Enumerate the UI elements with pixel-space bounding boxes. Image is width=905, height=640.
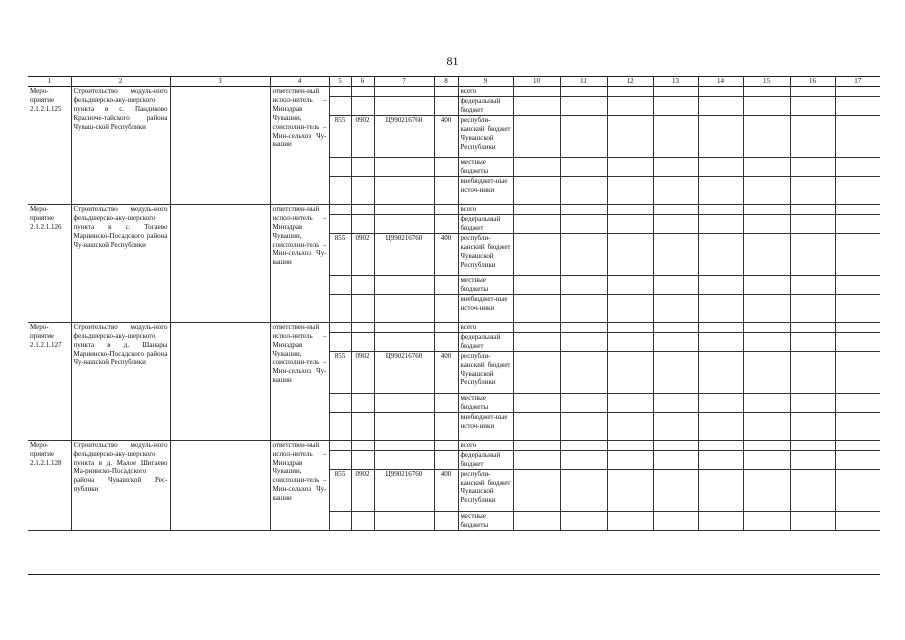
value-cell-17 bbox=[835, 87, 880, 97]
value-cell-13 bbox=[653, 115, 698, 157]
value-cell-15 bbox=[743, 440, 790, 450]
value-cell-11 bbox=[560, 157, 607, 176]
code-grbs: 855 bbox=[329, 469, 351, 511]
column-header-2: 2 bbox=[71, 77, 170, 87]
finance-source: республи-канский бюджет Чувашской Республики bbox=[458, 469, 513, 511]
value-cell-13 bbox=[653, 469, 698, 511]
value-cell-17 bbox=[835, 322, 880, 332]
value-cell-16 bbox=[790, 511, 835, 530]
column-header-7: 7 bbox=[374, 77, 434, 87]
value-cell-13 bbox=[653, 322, 698, 332]
table-bottom-rule bbox=[28, 574, 880, 575]
value-cell-11 bbox=[560, 275, 607, 294]
code-grbs: 855 bbox=[329, 351, 351, 393]
value-cell-15 bbox=[743, 96, 790, 115]
value-cell-13 bbox=[653, 176, 698, 204]
code-rzpr bbox=[351, 157, 374, 176]
value-cell-10 bbox=[513, 294, 560, 322]
value-cell-14 bbox=[698, 511, 743, 530]
code-csr bbox=[374, 176, 434, 204]
value-cell-11 bbox=[560, 214, 607, 233]
value-cell-10 bbox=[513, 469, 560, 511]
finance-source: республи-канский бюджет Чувашской Республики bbox=[458, 233, 513, 275]
table-row bbox=[28, 322, 880, 332]
value-cell-13 bbox=[653, 412, 698, 440]
value-cell-15 bbox=[743, 204, 790, 214]
finance-source: всего bbox=[458, 204, 513, 214]
value-cell-16 bbox=[790, 393, 835, 412]
value-cell-11 bbox=[560, 393, 607, 412]
value-cell-15 bbox=[743, 511, 790, 530]
code-grbs bbox=[329, 87, 351, 97]
header-row bbox=[28, 77, 880, 87]
activity-name: Строительство модуль-ного фельдшерско-аку-шерского пункта в д. Шанары Мариинско-Посадского района Чу-вашской Республики bbox=[71, 322, 170, 440]
column-header-14: 14 bbox=[698, 77, 743, 87]
finance-source: всего bbox=[458, 87, 513, 97]
value-cell-13 bbox=[653, 351, 698, 393]
value-cell-15 bbox=[743, 332, 790, 351]
code-vr: 400 bbox=[434, 233, 458, 275]
column-header-15: 15 bbox=[743, 77, 790, 87]
value-cell-13 bbox=[653, 96, 698, 115]
code-csr bbox=[374, 275, 434, 294]
column-header-10: 10 bbox=[513, 77, 560, 87]
value-cell-16 bbox=[790, 176, 835, 204]
code-rzpr bbox=[351, 204, 374, 214]
value-cell-14 bbox=[698, 275, 743, 294]
value-cell-15 bbox=[743, 294, 790, 322]
column-header-12: 12 bbox=[607, 77, 653, 87]
program-table bbox=[28, 76, 880, 531]
value-cell-14 bbox=[698, 115, 743, 157]
value-cell-10 bbox=[513, 233, 560, 275]
code-vr bbox=[434, 322, 458, 332]
code-grbs bbox=[329, 332, 351, 351]
value-cell-17 bbox=[835, 204, 880, 214]
activity-code: Меро-приятие 2.1.2.1.125 bbox=[28, 87, 71, 205]
value-cell-11 bbox=[560, 87, 607, 97]
code-csr bbox=[374, 204, 434, 214]
value-cell-11 bbox=[560, 233, 607, 275]
activity-code: Меро-приятие 2.1.2.1.127 bbox=[28, 322, 71, 440]
activity-name: Строительство модуль-ного фельдшерско-аку-шерского пункта в с. Тогаево Мариинско-Посадского района Чу-вашской Республики bbox=[71, 204, 170, 322]
value-cell-13 bbox=[653, 214, 698, 233]
value-cell-11 bbox=[560, 469, 607, 511]
code-rzpr bbox=[351, 511, 374, 530]
value-cell-10 bbox=[513, 96, 560, 115]
value-cell-13 bbox=[653, 440, 698, 450]
value-cell-16 bbox=[790, 351, 835, 393]
code-rzpr bbox=[351, 393, 374, 412]
value-cell-17 bbox=[835, 412, 880, 440]
value-cell-12 bbox=[607, 393, 653, 412]
value-cell-11 bbox=[560, 440, 607, 450]
code-vr bbox=[434, 176, 458, 204]
value-cell-12 bbox=[607, 450, 653, 469]
table-row bbox=[28, 87, 880, 97]
activity-responsible: ответствен-ный испол-нитель – Минздрав Чувашии, соисполни-тель – Мин-сельхоз Чу-вашии bbox=[270, 440, 329, 530]
code-rzpr bbox=[351, 450, 374, 469]
code-grbs bbox=[329, 204, 351, 214]
value-cell-12 bbox=[607, 294, 653, 322]
code-csr: Ц990216760 bbox=[374, 351, 434, 393]
code-csr bbox=[374, 412, 434, 440]
value-cell-14 bbox=[698, 469, 743, 511]
value-cell-13 bbox=[653, 233, 698, 275]
value-cell-14 bbox=[698, 176, 743, 204]
value-cell-12 bbox=[607, 87, 653, 97]
activity-code: Меро-приятие 2.1.2.1.128 bbox=[28, 440, 71, 530]
value-cell-11 bbox=[560, 412, 607, 440]
value-cell-11 bbox=[560, 294, 607, 322]
code-grbs bbox=[329, 511, 351, 530]
activity-col3 bbox=[170, 440, 270, 530]
value-cell-11 bbox=[560, 450, 607, 469]
code-rzpr bbox=[351, 322, 374, 332]
value-cell-10 bbox=[513, 115, 560, 157]
value-cell-14 bbox=[698, 412, 743, 440]
table-row bbox=[28, 440, 880, 450]
value-cell-16 bbox=[790, 332, 835, 351]
value-cell-12 bbox=[607, 332, 653, 351]
code-vr bbox=[434, 393, 458, 412]
finance-source: всего bbox=[458, 322, 513, 332]
finance-source: республи-канский бюджет Чувашской Республики bbox=[458, 115, 513, 157]
code-vr bbox=[434, 275, 458, 294]
code-grbs bbox=[329, 322, 351, 332]
activity-col3 bbox=[170, 87, 270, 205]
activity-responsible: ответствен-ный испол-нитель – Минздрав Чувашии, соисполни-тель – Мин-сельхоз Чу-вашии bbox=[270, 87, 329, 205]
code-grbs: 855 bbox=[329, 233, 351, 275]
code-csr bbox=[374, 294, 434, 322]
value-cell-10 bbox=[513, 332, 560, 351]
value-cell-10 bbox=[513, 450, 560, 469]
value-cell-14 bbox=[698, 96, 743, 115]
value-cell-12 bbox=[607, 351, 653, 393]
code-grbs bbox=[329, 157, 351, 176]
value-cell-17 bbox=[835, 450, 880, 469]
value-cell-17 bbox=[835, 176, 880, 204]
code-vr bbox=[434, 511, 458, 530]
code-grbs bbox=[329, 294, 351, 322]
column-header-8: 8 bbox=[434, 77, 458, 87]
code-vr bbox=[434, 96, 458, 115]
value-cell-17 bbox=[835, 96, 880, 115]
code-rzpr bbox=[351, 332, 374, 351]
code-grbs bbox=[329, 176, 351, 204]
finance-source: республи-канский бюджет Чувашской Республики bbox=[458, 351, 513, 393]
value-cell-17 bbox=[835, 157, 880, 176]
value-cell-11 bbox=[560, 322, 607, 332]
value-cell-10 bbox=[513, 440, 560, 450]
finance-source: всего bbox=[458, 440, 513, 450]
code-csr: Ц990216760 bbox=[374, 233, 434, 275]
code-rzpr bbox=[351, 275, 374, 294]
code-rzpr bbox=[351, 176, 374, 204]
code-grbs bbox=[329, 440, 351, 450]
value-cell-12 bbox=[607, 115, 653, 157]
code-csr bbox=[374, 214, 434, 233]
value-cell-12 bbox=[607, 176, 653, 204]
code-grbs bbox=[329, 275, 351, 294]
value-cell-16 bbox=[790, 204, 835, 214]
code-rzpr bbox=[351, 440, 374, 450]
value-cell-11 bbox=[560, 351, 607, 393]
value-cell-12 bbox=[607, 412, 653, 440]
value-cell-17 bbox=[835, 233, 880, 275]
value-cell-13 bbox=[653, 332, 698, 351]
column-header-1: 1 bbox=[28, 77, 71, 87]
activity-code: Меро-приятие 2.1.2.1.126 bbox=[28, 204, 71, 322]
value-cell-16 bbox=[790, 450, 835, 469]
code-rzpr bbox=[351, 96, 374, 115]
code-rzpr: 0902 bbox=[351, 233, 374, 275]
value-cell-10 bbox=[513, 412, 560, 440]
value-cell-17 bbox=[835, 294, 880, 322]
value-cell-15 bbox=[743, 469, 790, 511]
value-cell-17 bbox=[835, 440, 880, 450]
value-cell-11 bbox=[560, 332, 607, 351]
value-cell-17 bbox=[835, 275, 880, 294]
value-cell-13 bbox=[653, 157, 698, 176]
value-cell-13 bbox=[653, 511, 698, 530]
value-cell-10 bbox=[513, 393, 560, 412]
finance-source: федеральный бюджет bbox=[458, 96, 513, 115]
value-cell-17 bbox=[835, 511, 880, 530]
code-vr bbox=[434, 157, 458, 176]
value-cell-17 bbox=[835, 115, 880, 157]
value-cell-11 bbox=[560, 511, 607, 530]
value-cell-14 bbox=[698, 233, 743, 275]
finance-source: внебюджет-ные источ-ники bbox=[458, 176, 513, 204]
value-cell-11 bbox=[560, 115, 607, 157]
code-vr bbox=[434, 332, 458, 351]
code-vr bbox=[434, 87, 458, 97]
value-cell-10 bbox=[513, 322, 560, 332]
finance-source: местные бюджеты bbox=[458, 157, 513, 176]
value-cell-16 bbox=[790, 214, 835, 233]
finance-source: местные бюджеты bbox=[458, 275, 513, 294]
activity-name: Строительство модуль-ного фельдшерско-аку-шерского пункта в с. Пандиково Красноче-тайского района Чуваш-ской Республики bbox=[71, 87, 170, 205]
activity-name: Строительство модуль-ного фельдшерско-аку-шерского пункта в д. Малое Шигаево Ма-риинско-Посадского района Чувашской Рес-публики bbox=[71, 440, 170, 530]
code-rzpr bbox=[351, 294, 374, 322]
value-cell-15 bbox=[743, 393, 790, 412]
table-row bbox=[28, 204, 880, 214]
value-cell-13 bbox=[653, 204, 698, 214]
value-cell-13 bbox=[653, 87, 698, 97]
code-csr: Ц990216760 bbox=[374, 469, 434, 511]
code-vr bbox=[434, 450, 458, 469]
value-cell-12 bbox=[607, 275, 653, 294]
finance-source: федеральный бюджет bbox=[458, 450, 513, 469]
value-cell-15 bbox=[743, 214, 790, 233]
value-cell-14 bbox=[698, 450, 743, 469]
finance-source: федеральный бюджет bbox=[458, 214, 513, 233]
code-rzpr bbox=[351, 87, 374, 97]
value-cell-10 bbox=[513, 204, 560, 214]
code-grbs bbox=[329, 96, 351, 115]
column-header-16: 16 bbox=[790, 77, 835, 87]
value-cell-13 bbox=[653, 294, 698, 322]
code-rzpr bbox=[351, 214, 374, 233]
code-grbs: 855 bbox=[329, 115, 351, 157]
value-cell-15 bbox=[743, 115, 790, 157]
value-cell-10 bbox=[513, 176, 560, 204]
value-cell-14 bbox=[698, 204, 743, 214]
finance-source: внебюджет-ные источ-ники bbox=[458, 294, 513, 322]
value-cell-16 bbox=[790, 233, 835, 275]
value-cell-12 bbox=[607, 511, 653, 530]
value-cell-12 bbox=[607, 469, 653, 511]
value-cell-11 bbox=[560, 176, 607, 204]
value-cell-14 bbox=[698, 351, 743, 393]
value-cell-12 bbox=[607, 322, 653, 332]
value-cell-16 bbox=[790, 440, 835, 450]
code-csr bbox=[374, 450, 434, 469]
value-cell-17 bbox=[835, 469, 880, 511]
code-vr bbox=[434, 294, 458, 322]
value-cell-15 bbox=[743, 450, 790, 469]
value-cell-15 bbox=[743, 275, 790, 294]
value-cell-15 bbox=[743, 322, 790, 332]
value-cell-12 bbox=[607, 204, 653, 214]
column-header-17: 17 bbox=[835, 77, 880, 87]
value-cell-16 bbox=[790, 469, 835, 511]
code-csr bbox=[374, 511, 434, 530]
code-grbs bbox=[329, 412, 351, 440]
code-rzpr bbox=[351, 412, 374, 440]
code-vr: 400 bbox=[434, 469, 458, 511]
value-cell-15 bbox=[743, 176, 790, 204]
value-cell-16 bbox=[790, 157, 835, 176]
code-vr bbox=[434, 214, 458, 233]
column-header-4: 4 bbox=[270, 77, 329, 87]
column-header-9: 9 bbox=[458, 77, 513, 87]
value-cell-14 bbox=[698, 157, 743, 176]
value-cell-10 bbox=[513, 351, 560, 393]
column-header-13: 13 bbox=[653, 77, 698, 87]
value-cell-14 bbox=[698, 294, 743, 322]
code-rzpr: 0902 bbox=[351, 469, 374, 511]
value-cell-16 bbox=[790, 87, 835, 97]
code-rzpr: 0902 bbox=[351, 115, 374, 157]
value-cell-13 bbox=[653, 450, 698, 469]
value-cell-16 bbox=[790, 96, 835, 115]
code-csr bbox=[374, 157, 434, 176]
code-csr bbox=[374, 332, 434, 351]
value-cell-14 bbox=[698, 214, 743, 233]
value-cell-12 bbox=[607, 440, 653, 450]
value-cell-17 bbox=[835, 332, 880, 351]
value-cell-17 bbox=[835, 214, 880, 233]
code-vr bbox=[434, 440, 458, 450]
value-cell-14 bbox=[698, 322, 743, 332]
code-grbs bbox=[329, 393, 351, 412]
value-cell-12 bbox=[607, 233, 653, 275]
value-cell-14 bbox=[698, 332, 743, 351]
value-cell-10 bbox=[513, 275, 560, 294]
value-cell-16 bbox=[790, 322, 835, 332]
value-cell-11 bbox=[560, 96, 607, 115]
code-csr: Ц990216760 bbox=[374, 115, 434, 157]
code-grbs bbox=[329, 214, 351, 233]
value-cell-15 bbox=[743, 157, 790, 176]
value-cell-10 bbox=[513, 511, 560, 530]
column-header-11: 11 bbox=[560, 77, 607, 87]
finance-source: местные бюджеты bbox=[458, 511, 513, 530]
value-cell-10 bbox=[513, 157, 560, 176]
column-header-5: 5 bbox=[329, 77, 351, 87]
value-cell-14 bbox=[698, 440, 743, 450]
value-cell-16 bbox=[790, 412, 835, 440]
code-csr bbox=[374, 322, 434, 332]
value-cell-11 bbox=[560, 204, 607, 214]
column-header-3: 3 bbox=[170, 77, 270, 87]
value-cell-15 bbox=[743, 87, 790, 97]
page-number: 81 bbox=[446, 54, 459, 68]
activity-responsible: ответствен-ный испол-нитель – Минздрав Чувашии, соисполни-тель – Мин-сельхоз Чу-вашии bbox=[270, 204, 329, 322]
code-rzpr: 0902 bbox=[351, 351, 374, 393]
activity-col3 bbox=[170, 322, 270, 440]
value-cell-14 bbox=[698, 393, 743, 412]
code-csr bbox=[374, 87, 434, 97]
value-cell-15 bbox=[743, 233, 790, 275]
value-cell-12 bbox=[607, 157, 653, 176]
value-cell-12 bbox=[607, 214, 653, 233]
code-vr: 400 bbox=[434, 115, 458, 157]
value-cell-16 bbox=[790, 115, 835, 157]
finance-source: местные бюджеты bbox=[458, 393, 513, 412]
value-cell-10 bbox=[513, 214, 560, 233]
value-cell-15 bbox=[743, 412, 790, 440]
value-cell-16 bbox=[790, 294, 835, 322]
value-cell-14 bbox=[698, 87, 743, 97]
value-cell-13 bbox=[653, 393, 698, 412]
value-cell-12 bbox=[607, 96, 653, 115]
code-csr bbox=[374, 440, 434, 450]
value-cell-13 bbox=[653, 275, 698, 294]
activity-col3 bbox=[170, 204, 270, 322]
code-grbs bbox=[329, 450, 351, 469]
activity-responsible: ответствен-ный испол-нитель – Минздрав Чувашии, соисполни-тель – Мин-сельхоз Чу-вашии bbox=[270, 322, 329, 440]
value-cell-10 bbox=[513, 87, 560, 97]
value-cell-17 bbox=[835, 393, 880, 412]
value-cell-16 bbox=[790, 275, 835, 294]
finance-source: внебюджет-ные источ-ники bbox=[458, 412, 513, 440]
finance-source: федеральный бюджет bbox=[458, 332, 513, 351]
code-csr bbox=[374, 96, 434, 115]
value-cell-15 bbox=[743, 351, 790, 393]
code-csr bbox=[374, 393, 434, 412]
column-header-6: 6 bbox=[351, 77, 374, 87]
code-vr bbox=[434, 412, 458, 440]
code-vr: 400 bbox=[434, 351, 458, 393]
value-cell-17 bbox=[835, 351, 880, 393]
code-vr bbox=[434, 204, 458, 214]
